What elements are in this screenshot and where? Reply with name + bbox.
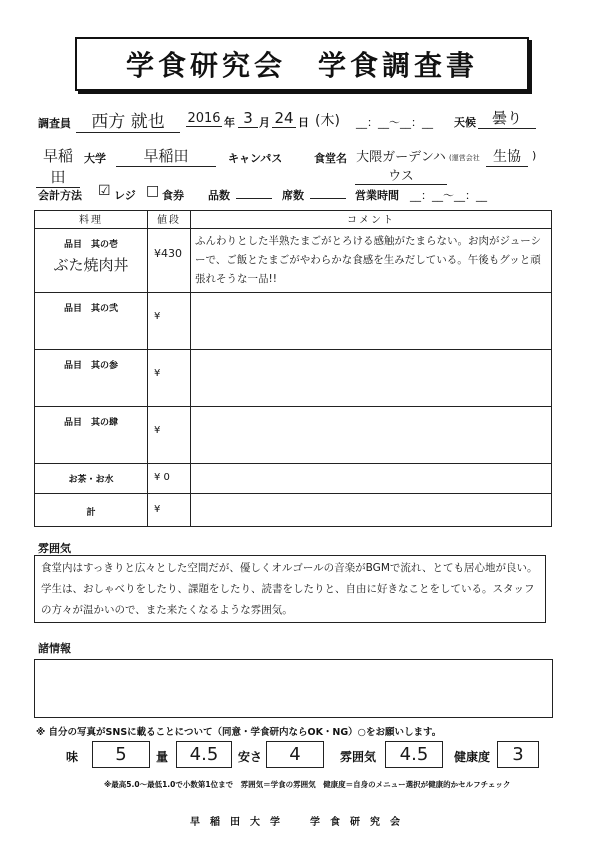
year-value[interactable]: 2016 [187, 111, 221, 126]
notes-label: 諸情報 [38, 642, 71, 655]
seats-field[interactable] [310, 186, 346, 199]
operator-value[interactable]: 生協 [486, 146, 528, 167]
header-price: 値段 [148, 211, 191, 229]
row-comment[interactable] [191, 293, 552, 350]
atmosphere-text[interactable]: 食堂内はすっきりと広々とした空間だが、優しくオルゴールの音楽がBGMで流れ、とても居心地が良い。学生は、おしゃべりをしたり、課題をしたり、読書をしたりと、自由に好きなことをしている。スタッフの方々が温かいので、また来たくなるような雰囲気。 [34, 555, 546, 623]
investigator-label: 調査員 [38, 117, 71, 130]
month-value[interactable]: 3 [238, 109, 258, 128]
day-unit: 日 [298, 116, 309, 129]
time-blank[interactable]: __：__〜__：__ [356, 116, 433, 129]
score-label-quantity: 量 [156, 750, 169, 764]
investigator-name[interactable]: 西方 就也 [76, 107, 180, 133]
score-health[interactable]: 3 [497, 741, 539, 768]
row-label: お茶・お水 [68, 475, 114, 485]
row-price[interactable]: ¥ 0 [154, 472, 170, 483]
table-row [35, 407, 552, 464]
row-price[interactable]: ¥ [154, 504, 161, 515]
row-comment[interactable] [191, 464, 552, 494]
score-taste[interactable]: 5 [92, 741, 150, 768]
cafeteria-label: 食堂名 [314, 152, 347, 165]
dish-name[interactable]: ぶた焼肉丼 [53, 256, 129, 274]
operator-note: (運営会社 [449, 154, 480, 162]
score-label-taste: 味 [66, 750, 79, 764]
row-comment[interactable] [191, 350, 552, 407]
atmosphere-label: 雰囲気 [38, 542, 71, 555]
row-comment[interactable] [191, 407, 552, 464]
row-label: 品目 其の肆 [63, 418, 118, 428]
table-row [35, 229, 552, 293]
items-field[interactable] [236, 186, 272, 199]
form-title: 学食研究会 学食調査書 [75, 37, 529, 91]
score-label-atmosphere: 雰囲気 [340, 750, 377, 764]
row-label: 品目 其の参 [63, 361, 118, 371]
row-label: 計 [86, 508, 96, 518]
register-label: レジ [114, 189, 136, 202]
header-comment: コメント [191, 211, 552, 229]
table-row [35, 494, 552, 527]
year-unit: 年 [224, 116, 235, 129]
register-checkbox[interactable]: ☑ [98, 183, 111, 199]
notes-field[interactable] [34, 659, 553, 718]
score-price[interactable]: 4 [266, 741, 324, 768]
ticket-label: 食券 [162, 189, 184, 202]
university-label: 大学 [84, 152, 106, 165]
table-row [35, 293, 552, 350]
score-atmosphere[interactable]: 4.5 [385, 741, 443, 768]
table-row [35, 464, 552, 494]
photo-consent: ※ 自分の写真がSNSに載ることについて（同意・学食研内ならOK・NG）○をお願いします。 [36, 727, 442, 738]
score-label-health: 健康度 [454, 750, 491, 764]
day-value[interactable]: 24 [272, 109, 296, 128]
weekday: (木) [315, 113, 340, 129]
hours-label: 営業時間 [355, 189, 399, 202]
weather-value[interactable]: 曇り [478, 107, 536, 129]
cafeteria-value[interactable]: 大隈ガーデンハウス [355, 146, 447, 185]
weather-label: 天候 [454, 116, 476, 129]
score-quantity[interactable]: 4.5 [176, 741, 232, 768]
items-label: 品数 [208, 189, 230, 202]
month-unit: 月 [259, 116, 270, 129]
row-label: 品目 其の弐 [63, 304, 118, 314]
payment-label: 会計方法 [38, 189, 82, 202]
row-label: 品目 其の壱 [63, 240, 118, 250]
row-price[interactable]: ¥ [154, 368, 161, 379]
ticket-checkbox[interactable]: □ [146, 183, 160, 199]
dish-table [34, 210, 552, 527]
score-label-price: 安さ [238, 750, 263, 764]
campus-value[interactable]: 早稲田 [116, 145, 216, 167]
campus-label: キャンパス [228, 152, 283, 165]
header-dish: 料理 [35, 211, 148, 229]
hours-blank[interactable]: __：__〜__：__ [410, 189, 487, 202]
university-value[interactable]: 早稲田 [36, 145, 80, 188]
seats-label: 席数 [282, 189, 304, 202]
row-comment[interactable]: ふんわりとした半熟たまごがとろける感触がたまらない。お肉がジューシーで、ご飯とたまごがやわらかな食感を生みだしている。午後もグッと頑張れそうな一品!! [195, 235, 542, 285]
row-price[interactable]: ¥ [154, 425, 161, 436]
row-price[interactable]: ¥430 [154, 247, 182, 260]
row-comment[interactable] [191, 494, 552, 527]
operator-close: ) [532, 149, 537, 162]
table-row [35, 350, 552, 407]
footnote: ※最高5.0〜最低1.0で小数第1位まで 雰囲気＝学食の雰囲気 健康度＝自身のメニュー選択が健康的かセルフチェック [104, 780, 511, 789]
row-price[interactable]: ¥ [154, 311, 161, 322]
footer-organization: 早 稲 田 大 学 学 食 研 究 会 [190, 817, 400, 828]
